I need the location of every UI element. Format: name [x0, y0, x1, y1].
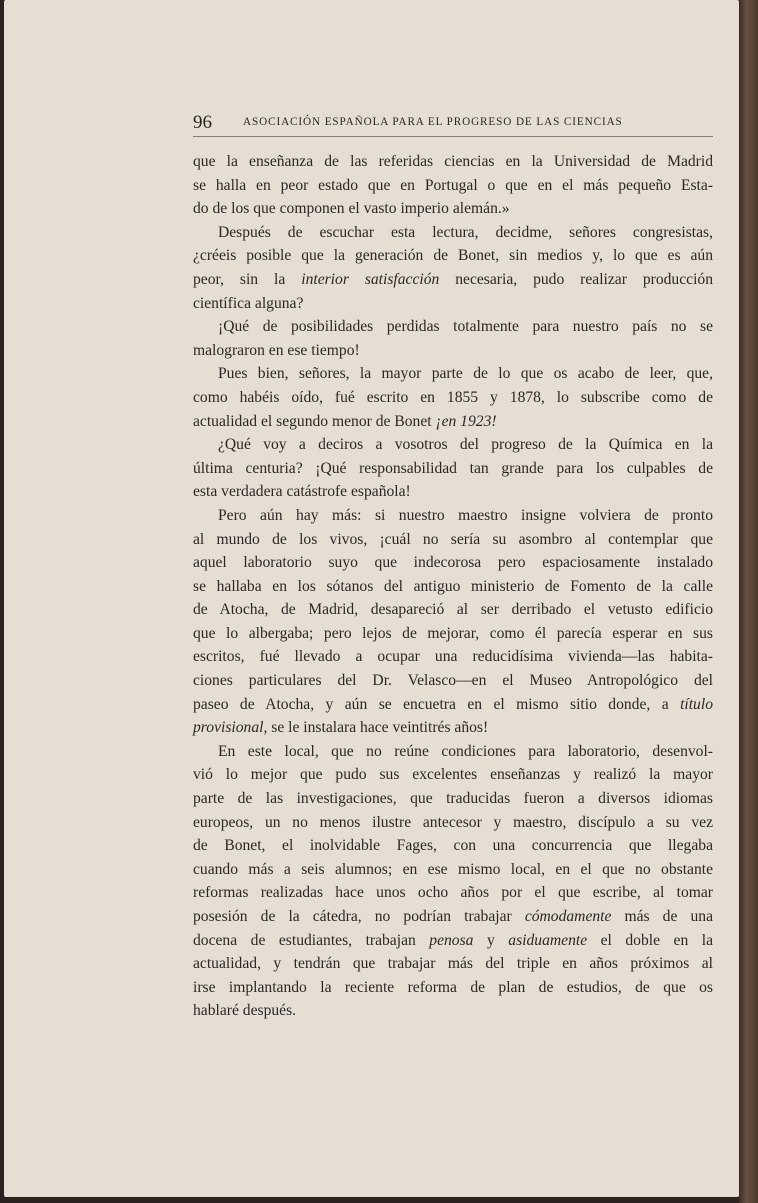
text-line [193, 952, 713, 976]
text-line [193, 197, 713, 221]
text-segment: Después de escuchar esta lectura, decidme, señores congresistas, [218, 223, 713, 241]
italic-text: penosa [429, 931, 474, 949]
text-segment: ¡Qué de posibilidades perdidas totalmente para nuestro país no se [218, 318, 713, 336]
text-segment: como habéis oído, fué escrito en 1855 y 1878, lo subscribe como de [193, 388, 713, 406]
italic-text: cómodamente [524, 908, 612, 925]
text-segment: Pero aún hay más: si nuestro maestro insigne volviera de pronto [218, 506, 713, 524]
text-line [193, 268, 713, 292]
text-segment: malograron en ese tiempo! [193, 341, 360, 359]
text-segment: actualidad el segundo menor de Bonet [193, 412, 436, 430]
text-segment: parte de las investigaciones, que traducidas fueron a diversos idiomas [193, 790, 713, 808]
text-line [193, 292, 713, 316]
text-line [193, 551, 713, 575]
text-segment: más de una [611, 908, 713, 925]
text-segment: En este local, que no reúne condiciones para laboratorio, desenvol- [218, 742, 713, 760]
page-number: 96 [193, 112, 212, 133]
text-line [193, 645, 713, 669]
text-line [193, 693, 713, 717]
text-line [193, 669, 713, 693]
text-line [193, 244, 713, 268]
text-line [193, 787, 713, 811]
text-line [193, 433, 713, 457]
text-segment: que la enseñanza de las referidas ciencias en la Universidad de Madrid [193, 153, 713, 170]
text-segment: al mundo de los vivos, ¡cuál no sería su asombro al contemplar que [193, 530, 713, 548]
text-line [193, 504, 713, 528]
text-line [193, 811, 713, 835]
text-line [193, 905, 713, 929]
italic-text: título [680, 695, 713, 713]
text-segment: do de los que componen el vasto imperio alemán.» [193, 200, 510, 218]
text-segment: docena de estudiantes, trabajan [193, 931, 430, 949]
text-line [193, 528, 713, 552]
text-segment: que lo albergaba; pero lejos de mejorar, como él parecía esperar en sus [193, 624, 713, 642]
page-edge [739, 0, 758, 1203]
text-segment: hablaré después. [193, 1002, 297, 1020]
text-segment: irse implantando la reciente reforma de plan de estudios, de que os [193, 978, 713, 996]
text-segment: se halla en peor estado que en Portugal o que en el más pequeño Esta- [193, 176, 713, 194]
text-segment: aquel laboratorio suyo que indecorosa pero espaciosamente instalado [193, 554, 713, 572]
text-segment: escritos, fué llevado a ocupar una reducidísima vivienda—las habita- [193, 648, 713, 666]
text-line [193, 386, 713, 410]
text-line [193, 575, 713, 599]
text-line [193, 622, 713, 646]
text-segment: ¿créeis posible que la generación de Bonet, sin medios y, lo que es aún [193, 247, 713, 265]
italic-text: provisional [193, 719, 264, 737]
text-segment: , se le instalara hace veintitrés años! [263, 719, 489, 737]
text-line [193, 929, 713, 953]
text-line [193, 480, 713, 504]
text-line [193, 834, 713, 858]
text-line [193, 315, 713, 339]
text-line [193, 763, 713, 787]
text-segment: posesión de la cátedra, no podrían trabajar [193, 908, 525, 925]
text-segment: peor, sin la [193, 270, 302, 288]
text-line [193, 740, 713, 764]
text-segment: necesaria, pudo realizar producción [439, 270, 713, 288]
text-line [193, 858, 713, 882]
text-segment: ciones particulares del Dr. Velasco—en el Museo Antropológico del [193, 672, 713, 690]
text-line [193, 150, 713, 174]
text-segment: europeos, un no menos ilustre antecesor y maestro, discípulo a su vez [193, 813, 713, 831]
running-title: ASOCIACIÓN ESPAÑOLA PARA EL PROGRESO DE LAS CIENCIAS [243, 116, 623, 128]
text-line [193, 339, 713, 363]
text-segment: última centuria? ¡Qué responsabilidad tan grande para los culpables de [193, 459, 713, 477]
text-line [193, 716, 713, 740]
text-segment: de Bonet, el inolvidable Fages, con una concurrencia que llegaba [193, 837, 713, 855]
text-segment: vió lo mejor que pudo sus excelentes enseñanzas y realizó la mayor [193, 766, 713, 784]
italic-text: interior satisfacción [301, 270, 440, 288]
text-line [193, 881, 713, 905]
text-segment: paseo de Atocha, y aún se encuetra en el mismo sitio donde, a [193, 695, 681, 713]
text-segment: actualidad, y tendrán que trabajar más del triple en años próximos al [193, 955, 713, 973]
text-segment: científica alguna? [193, 294, 304, 312]
text-line [193, 174, 713, 198]
italic-text: ¡en 1923! [435, 412, 497, 430]
text-line [193, 221, 713, 245]
text-line [193, 598, 713, 622]
text-segment: de Atocha, de Madrid, desapareció al ser derribado el vetusto edificio [193, 601, 713, 619]
text-segment: esta verdadera catástrofe española! [193, 483, 411, 501]
text-segment: cuando más a seis alumnos; en ese mismo local, en el que no obstante [193, 860, 713, 878]
italic-text: asiduamente [508, 931, 588, 949]
text-line [193, 999, 713, 1023]
text-segment: Pues bien, señores, la mayor parte de lo que os acabo de leer, que, [218, 365, 713, 383]
text-segment: ¿Qué voy a deciros a vosotros del progreso de la Química en la [218, 436, 713, 454]
text-segment: y [473, 931, 509, 949]
text-line [193, 362, 713, 386]
text-line [193, 976, 713, 1000]
text-segment: el doble en la [587, 931, 714, 949]
text-segment: se hallaba en los sótanos del antiguo ministerio de Fomento de la calle [193, 577, 713, 595]
page-header [193, 110, 713, 137]
text-line [193, 457, 713, 481]
text-line [193, 410, 713, 434]
text-segment: reformas realizadas hace unos ocho años por el que escribe, al tomar [193, 884, 713, 902]
body-text [193, 150, 713, 1023]
